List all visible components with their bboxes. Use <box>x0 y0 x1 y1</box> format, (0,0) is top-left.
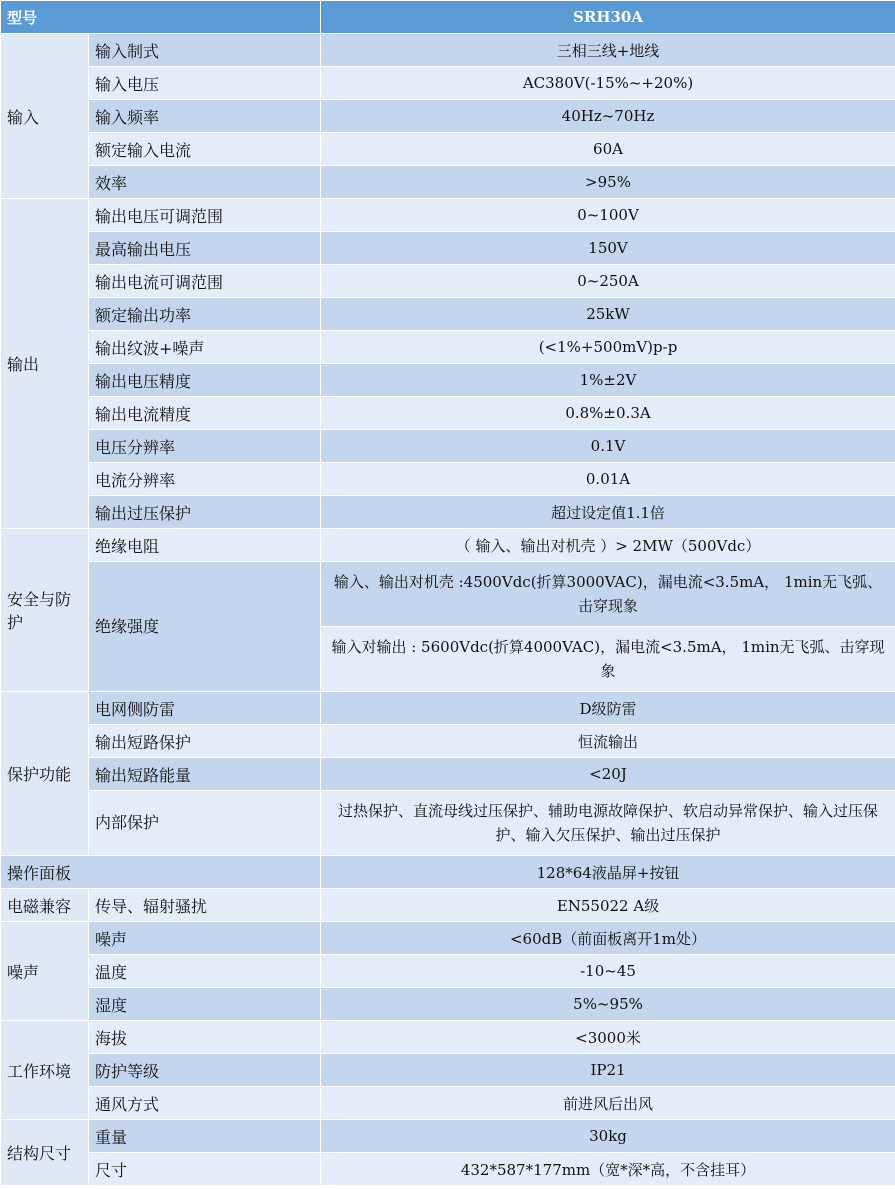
table-row <box>1 955 895 988</box>
header-row <box>1 1 895 34</box>
table-row <box>1 1087 895 1120</box>
table-row <box>1 364 895 397</box>
row-value: 25kW <box>321 298 895 331</box>
row-value: 0~100V <box>321 199 895 232</box>
table-row <box>1 298 895 331</box>
row-value: 输入、输出对机壳 :4500Vdc(折算3000VAC)，漏电流<3.5mA， 1min无飞弧、击穿现象 <box>321 562 895 627</box>
group-label-panel: 操作面板 <box>1 856 321 889</box>
row-value: D级防雷 <box>321 692 895 725</box>
row-label: 输入电压 <box>89 67 321 100</box>
row-label: 绝缘电阻 <box>89 529 321 562</box>
group-label-noise: 噪声 <box>1 922 89 1021</box>
table-row <box>1 265 895 298</box>
row-value: 128*64液晶屏+按钮 <box>321 856 895 889</box>
table-row <box>1 1021 895 1054</box>
row-label: 电网侧防雷 <box>89 692 321 725</box>
group-label-structure: 结构尺寸 <box>1 1120 89 1186</box>
row-value: 前进风后出风 <box>321 1087 895 1120</box>
table-row <box>1 397 895 430</box>
row-label: 输出过压保护 <box>89 496 321 529</box>
row-value: 0.8%±0.3A <box>321 397 895 430</box>
row-label: 内部保护 <box>89 791 321 856</box>
row-value: 30kg <box>321 1120 895 1153</box>
row-label: 湿度 <box>89 988 321 1021</box>
table-row <box>1 1153 895 1186</box>
row-label: 输入频率 <box>89 100 321 133</box>
table-row <box>1 34 895 67</box>
table-row <box>1 562 895 627</box>
row-value: 0~250A <box>321 265 895 298</box>
row-value: 输入对输出 : 5600Vdc(折算4000VAC)，漏电流<3.5mA， 1min无飞弧、击穿现象 <box>321 627 895 692</box>
table-row <box>1 430 895 463</box>
row-label: 温度 <box>89 955 321 988</box>
table-row <box>1 529 895 562</box>
table-row <box>1 758 895 791</box>
row-label: 输入制式 <box>89 34 321 67</box>
row-label: 额定输出功率 <box>89 298 321 331</box>
row-value: <20J <box>321 758 895 791</box>
row-label: 电流分辨率 <box>89 463 321 496</box>
row-label: 输出电流可调范围 <box>89 265 321 298</box>
row-label: 绝缘强度 <box>89 562 321 692</box>
table-row <box>1 988 895 1021</box>
row-label: 海拔 <box>89 1021 321 1054</box>
table-row <box>1 496 895 529</box>
group-label-output: 输出 <box>1 199 89 529</box>
table-row <box>1 692 895 725</box>
row-label: 尺寸 <box>89 1153 321 1186</box>
row-value: 超过设定值1.1倍 <box>321 496 895 529</box>
row-value: 150V <box>321 232 895 265</box>
row-value: 0.1V <box>321 430 895 463</box>
row-label: 输出纹波+噪声 <box>89 331 321 364</box>
table-row <box>1 463 895 496</box>
table-row <box>1 199 895 232</box>
row-value: （ 输入、输出对机壳 ）> 2MW（500Vdc） <box>321 529 895 562</box>
row-label: 效率 <box>89 166 321 199</box>
table-row <box>1 67 895 100</box>
row-value: AC380V(-15%~+20%) <box>321 67 895 100</box>
table-row <box>1 889 895 922</box>
row-label: 最高输出电压 <box>89 232 321 265</box>
row-value: 1%±2V <box>321 364 895 397</box>
table-row <box>1 725 895 758</box>
group-label-protection: 保护功能 <box>1 692 89 856</box>
table-row <box>1 100 895 133</box>
group-label-emc: 电磁兼容 <box>1 889 89 922</box>
table-row <box>1 856 895 889</box>
row-label: 输出短路保护 <box>89 725 321 758</box>
row-value: (<1%+500mV)p-p <box>321 331 895 364</box>
row-value: -10~45 <box>321 955 895 988</box>
row-label: 噪声 <box>89 922 321 955</box>
table-row <box>1 1054 895 1087</box>
row-label: 通风方式 <box>89 1087 321 1120</box>
row-value: 40Hz~70Hz <box>321 100 895 133</box>
row-label: 输出电流精度 <box>89 397 321 430</box>
table-row <box>1 166 895 199</box>
row-value: 恒流输出 <box>321 725 895 758</box>
row-value: IP21 <box>321 1054 895 1087</box>
row-value: >95% <box>321 166 895 199</box>
table-row <box>1 232 895 265</box>
table-row <box>1 791 895 856</box>
row-label: 传导、辐射骚扰 <box>89 889 321 922</box>
table-row <box>1 922 895 955</box>
row-value: <60dB（前面板离开1m处） <box>321 922 895 955</box>
row-value: <3000米 <box>321 1021 895 1054</box>
row-label: 防护等级 <box>89 1054 321 1087</box>
table-row <box>1 133 895 166</box>
group-label-environment: 工作环境 <box>1 1021 89 1120</box>
row-label: 输出电压可调范围 <box>89 199 321 232</box>
table-row <box>1 1120 895 1153</box>
model-label: 型号 <box>1 1 321 34</box>
row-value: EN55022 A级 <box>321 889 895 922</box>
row-value: 0.01A <box>321 463 895 496</box>
group-label-input: 输入 <box>1 34 89 199</box>
row-label: 重量 <box>89 1120 321 1153</box>
row-label: 电压分辨率 <box>89 430 321 463</box>
row-value: 432*587*177mm（宽*深*高，不含挂耳） <box>321 1153 895 1186</box>
row-value: 60A <box>321 133 895 166</box>
row-value: 三相三线+地线 <box>321 34 895 67</box>
row-value: 5%~95% <box>321 988 895 1021</box>
row-label: 额定输入电流 <box>89 133 321 166</box>
row-value: 过热保护、直流母线过压保护、辅助电源故障保护、软启动异常保护、输入过压保护、输入欠压保护、输出过压保护 <box>321 791 895 856</box>
model-value: SRH30A <box>321 1 895 34</box>
table-row <box>1 331 895 364</box>
row-label: 输出电压精度 <box>89 364 321 397</box>
group-label-safety: 安全与防护 <box>1 529 89 692</box>
row-label: 输出短路能量 <box>89 758 321 791</box>
